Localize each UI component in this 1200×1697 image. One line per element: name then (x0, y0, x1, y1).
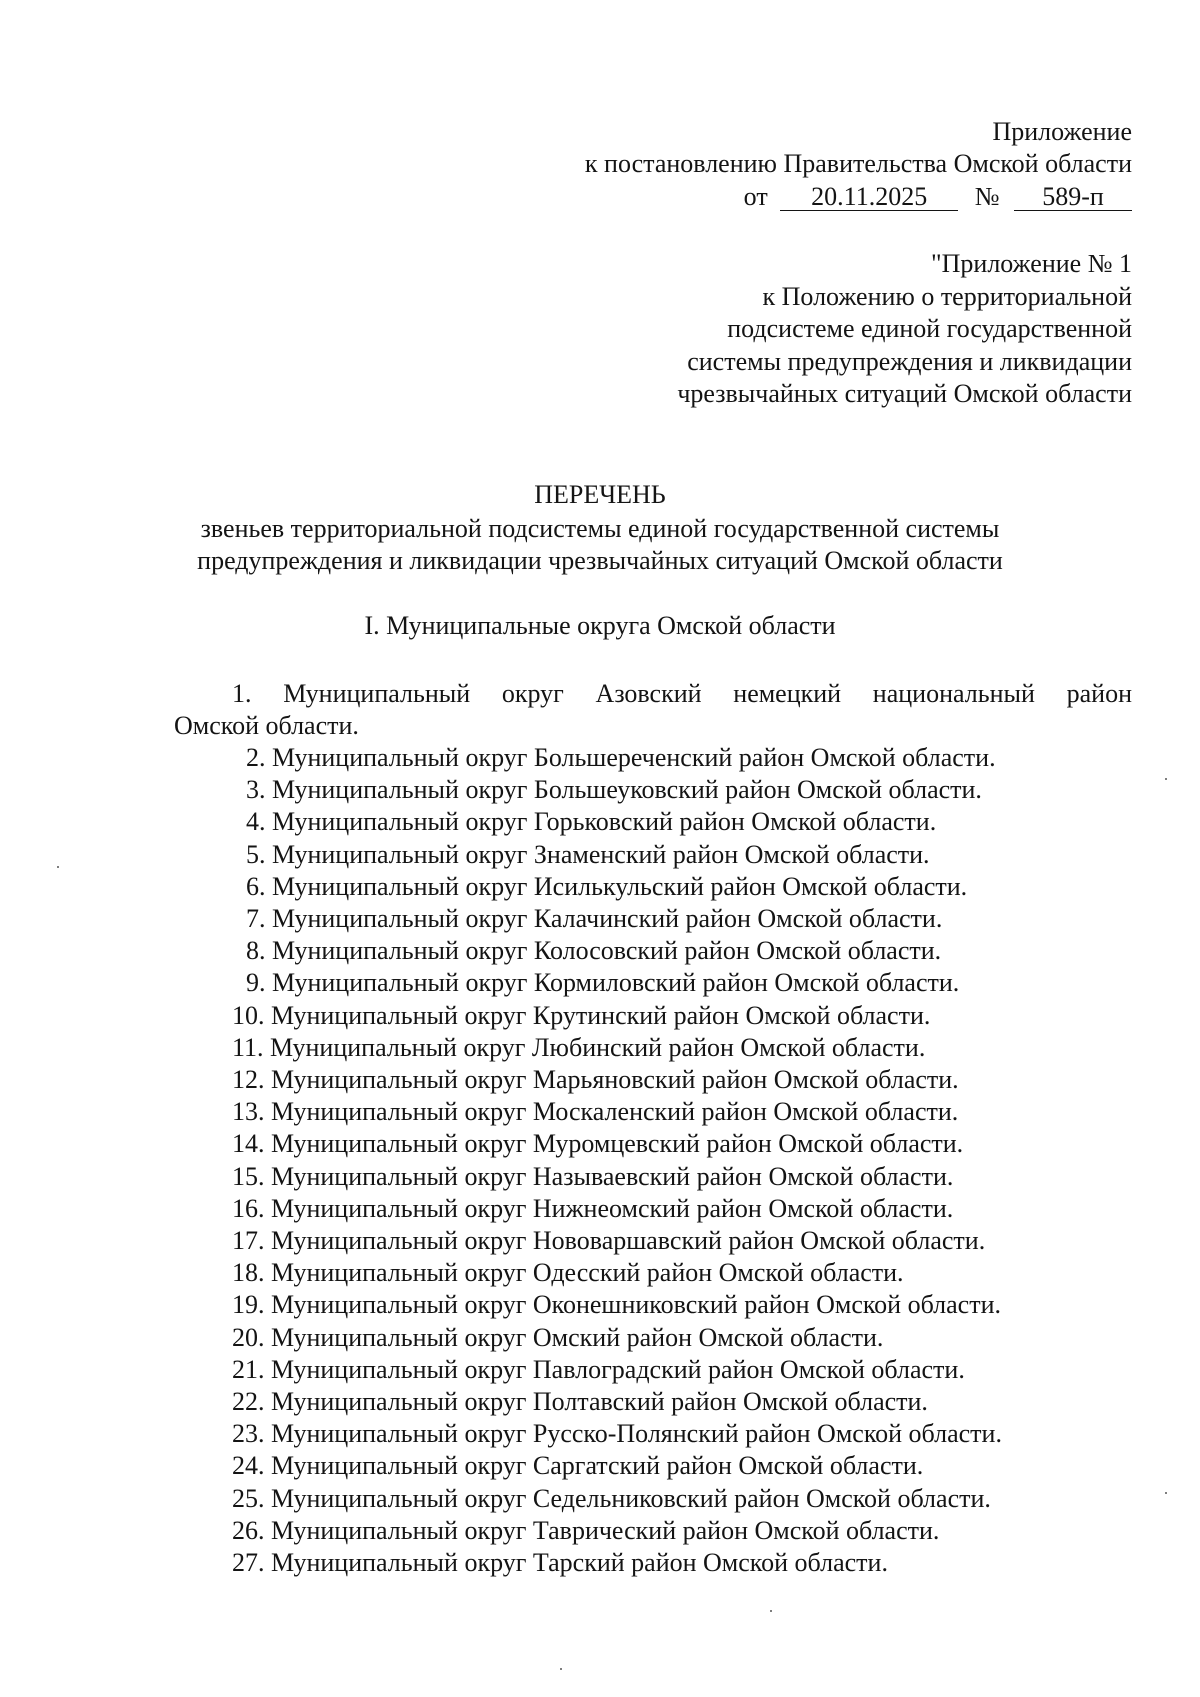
list-item: 9. Муниципальный округ Кормиловский район Омской области. (246, 968, 960, 997)
document-subtitle-line-1: звеньев территориальной подсистемы единой государственной системы (200, 514, 1000, 543)
date-prefix: от (743, 182, 768, 211)
list-item: 12. Муниципальный округ Марьяновский район Омской области. (232, 1065, 959, 1094)
list-item-continuation: Омской области. (174, 711, 359, 740)
scan-speck (57, 866, 59, 868)
list-item: 16. Муниципальный округ Нижнеомский район Омской области. (232, 1194, 954, 1223)
appendix-line-4: системы предупреждения и ликвидации (687, 347, 1132, 376)
appendix-line-5: чрезвычайных ситуаций Омской области (677, 379, 1132, 408)
list-item: 15. Муниципальный округ Называевский район Омской области. (232, 1162, 954, 1191)
list-item: 10. Муниципальный округ Крутинский район Омской области. (232, 1001, 931, 1030)
list-item: 21. Муниципальный округ Павлоградский район Омской области. (232, 1355, 965, 1384)
list-item: 18. Муниципальный округ Одесский район Омской области. (232, 1258, 904, 1287)
list-item: 5. Муниципальный округ Знаменский район Омской области. (246, 840, 930, 869)
list-item: 2. Муниципальный округ Большереченский район Омской области. (246, 743, 996, 772)
list-item: 27. Муниципальный округ Тарский район Омской области. (232, 1548, 888, 1577)
list-item: 22. Муниципальный округ Полтавский район Омской области. (232, 1387, 928, 1416)
list-item: 14. Муниципальный округ Муромцевский район Омской области. (232, 1129, 964, 1158)
list-item: 19. Муниципальный округ Оконешниковский район Омской области. (232, 1290, 1001, 1319)
header-appendix-label: Приложение (992, 117, 1132, 146)
resolution-date: 20.11.2025 (780, 184, 958, 211)
appendix-title: "Приложение № 1 (931, 249, 1132, 278)
document-subtitle-line-2: предупреждения и ликвидации чрезвычайных ситуаций Омской области (197, 546, 1003, 575)
header-resolution-line: к постановлению Правительства Омской области (584, 149, 1132, 178)
number-sign: № (974, 182, 1000, 211)
list-item: 13. Муниципальный округ Москаленский район Омской области. (232, 1097, 959, 1126)
appendix-line-3: подсистеме единой государственной (727, 314, 1132, 343)
resolution-number: 589-п (1014, 184, 1132, 211)
list-item: 25. Муниципальный округ Седельниковский район Омской области. (232, 1484, 991, 1513)
list-item: 20. Муниципальный округ Омский район Омской области. (232, 1323, 884, 1352)
list-item: 1. Муниципальный округ Азовский немецкий национальный район (232, 679, 1132, 708)
scan-speck (1165, 1492, 1167, 1494)
list-item: 3. Муниципальный округ Большеуковский район Омской области. (246, 775, 982, 804)
list-item: 8. Муниципальный округ Колосовский район Омской области. (246, 936, 942, 965)
document-heading: ПЕРЕЧЕНЬ (534, 480, 666, 509)
list-item: 24. Муниципальный округ Саргатский район Омской области. (232, 1451, 924, 1480)
scan-speck (560, 1668, 562, 1670)
scan-speck (1165, 778, 1167, 780)
header-date-number-line (744, 181, 1132, 213)
list-item: 23. Муниципальный округ Русско-Полянский район Омской области. (232, 1419, 1002, 1448)
appendix-line-2: к Положению о территориальной (762, 282, 1132, 311)
list-item: 17. Муниципальный округ Нововаршавский район Омской области. (232, 1226, 986, 1255)
list-item: 6. Муниципальный округ Исилькульский район Омской области. (246, 872, 968, 901)
list-item: 7. Муниципальный округ Калачинский район Омской области. (246, 904, 943, 933)
list-item: 26. Муниципальный округ Таврический район Омской области. (232, 1516, 940, 1545)
list-item: 4. Муниципальный округ Горьковский район Омской области. (246, 807, 937, 836)
scan-speck (770, 1610, 772, 1612)
list-item: 11. Муниципальный округ Любинский район Омской области. (232, 1033, 926, 1062)
section-heading: I. Муниципальные округа Омской области (364, 611, 836, 640)
